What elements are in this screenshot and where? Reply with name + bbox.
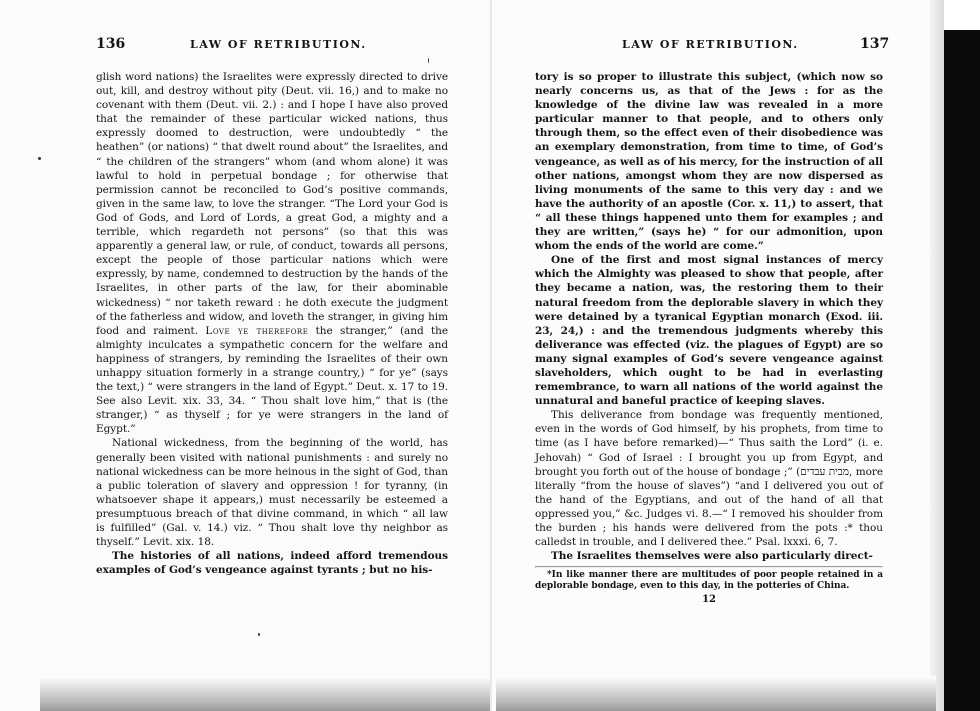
right-paragraph-1: tory is so proper to illustrate this subject, (which now so nearly concerns us, as that of the Jews : for as the knowledge of the divine law was revealed in a more particular manner to that people, and to others only through them, so the effect even of their disobedience was an exemplary demonstration, from time to time, of God’s vengeance, as well as of his mercy, for the instruction of all other nations, amongst whom they are now dispersed as living monuments of the same to this very day : and we have the authority of an apostle (Cor. x. 11,) to assert, that “ all these things happened unto them for examples ; and they are written,” (says he) “ for our admonition, upon whom the ends of the world are come.”	[535, 71, 883, 253]
page-edge	[930, 0, 944, 711]
right-page-number: 137	[860, 36, 890, 52]
right-running-head: LAW OF RETRIBUTION.	[622, 38, 799, 51]
left-running-head: LAW OF RETRIBUTION.	[190, 38, 367, 51]
left-paragraph-3: The histories of all nations, indeed afford tremendous examples of God’s vengeance against tyrants ; but no his-	[96, 550, 448, 577]
left-paragraph-2: National wickedness, from the beginning of the world, has generally been visited with national punishments : and surely no national wickedness can be more heinous in the sight of God, than a public toleration of slavery and oppression ! for tyranny, (in whatsoever shape it appears,) must necessarily be esteemed a presumptuous breach of that divine command, in which “ all law is fulfilled” (Gal. v. 14.) viz. “ Thou shalt love thy neighbor as thyself.” Levit. xix. 18.	[96, 437, 448, 549]
right-bottom-shadow	[496, 676, 936, 711]
scan-border	[944, 30, 980, 711]
left-paragraph-1-main: glish word nations) the Israelites were expressly directed to drive out, kill, and destroy without pity (Deut. vii. 16,) and to make no covenant with them (Deut. vii. 2.) : and I hope I have also proved that the remainder of these particular wicked nations, thus expressly doomed to destruction, were undoubtedly “ the heathen” (or nations) “ that dwelt round about” the Israelites, and “ the children of the strangers” whom (and whom alone) it was lawful to hold in perpetual bondage ; for otherwise that permission cannot be reconciled to God’s positive commands, given in the same law, to love the stranger. “The Lord your God is God of Gods, and Lord of Lords, a great God, a mighty and a terrible, which regardeth not persons” (so that this was apparently a general law, or rule, of conduct, towards all persons, except the people of those particular nations which were expressly, by name, condemned to destruction by the hands of the Israelites, in other parts of the law, for their abominable wickedness) “ nor taketh reward : he doth execute the judgment of the fatherless and widow, and loveth the stranger, in giving him food and raiment.	[96, 71, 448, 337]
right-text-column	[535, 70, 883, 606]
signature-mark: 12	[702, 594, 716, 606]
scan-speck	[428, 58, 429, 63]
left-page-number: 136	[96, 36, 126, 52]
footnote: *In like manner there are multitudes of poor people retained in a deplorable bondage, even to this day, in the potteries of China.	[535, 570, 883, 592]
left-paragraph-1-continuation: the stranger,” (and the almighty inculcates a sympathetic concern for the welfare and happiness of strangers, by reminding the Israelites of their own unhappy situation formerly in a strange country,) “ for ye” (says the text,) “ were strangers in the land of Egypt.” Deut. x. 17 to 19. See also Levit. xix. 33, 34. “ Thou shalt love him,” that is (the stranger,) “ as thyself ; for ye were strangers in the land of Egypt.”	[96, 324, 448, 436]
right-paragraph-4: The Israelites themselves were also particularly direct-	[551, 550, 873, 563]
left-bottom-shadow	[40, 676, 490, 711]
scan-speck	[38, 157, 41, 160]
right-paragraph-3: This deliverance from bondage was frequently mentioned, even in the words of God himself, by his prophets, from time to time (as I have before remarked)—“ Thus saith the Lord” (i. e. Jehovah) “ God of Israel : I brought you up from Egypt, and brought you forth out of the house of bondage ;” (מבית עבדים, more literally “from the house of slaves”) “and I delivered you out of the hand of the Egyptians, and out of the hand of all that oppressed you,” &c. Judges vi. 8.—“ I removed his shoulder from the burden ; his hands were delivered from the pots :* thou calledst in trouble, and I delivered thee.” Psal. lxxxi. 6, 7.	[535, 409, 884, 549]
footnote-rule	[535, 566, 883, 568]
left-text-column	[96, 70, 448, 577]
right-paragraph-2: One of the first and most signal instances of mercy which the Almighty was pleased to show that people, after they became a nation, was, the restoring them to their natural freedom from the deplorable slavery in which they were detained by a tyranical Egyptian monarch (Exod. iii. 23, 24,) : and the tremendous judgments whereby this deliverance was effected (viz. the plagues of Egypt) are so many signal examples of God’s severe vengeance against slaveholders, which ought to be had in everlasting remembrance, to warn all nations of the world against the unnatural and baneful practice of keeping slaves.	[535, 254, 883, 408]
left-paragraph-1	[96, 70, 448, 436]
scan-speck	[258, 633, 260, 636]
love-ye-therefore-phrase: Love ye therefore	[205, 324, 309, 337]
